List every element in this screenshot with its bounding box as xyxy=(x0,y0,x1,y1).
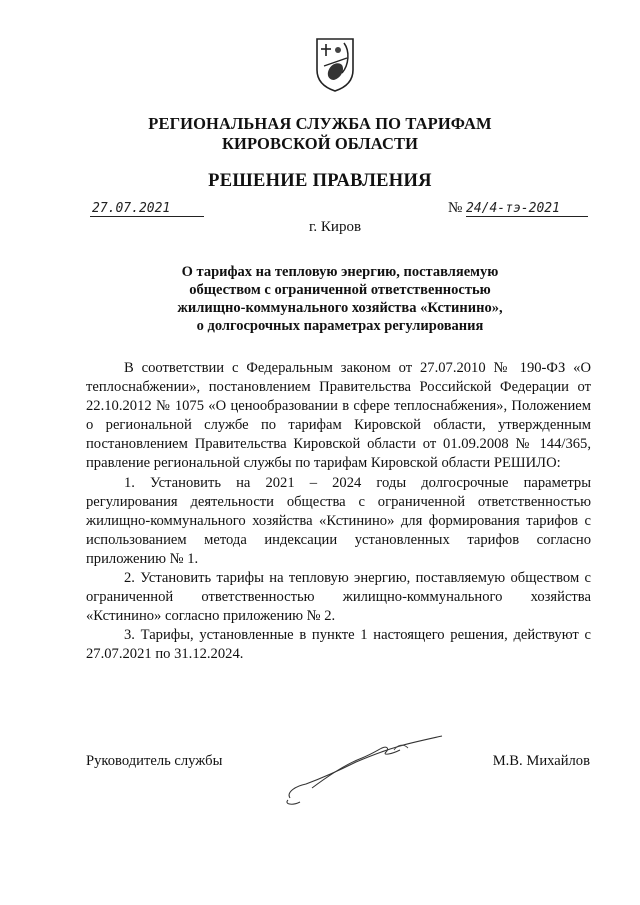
signatory-name: М.В. Михайлов xyxy=(492,753,590,769)
decision-body xyxy=(86,359,591,665)
item-1-paragraph: 1. Установить на 2021 – 2024 годы долгосрочные параметры регулирования деятельности общества с ограниченной ответственностью жилищно-коммунального хозяйства «Кстинино» для формирования тарифов с использованием метода индексации установленных тарифов согласно приложению № 1. xyxy=(86,474,591,567)
decision-subject xyxy=(95,263,585,335)
document-title: РЕШЕНИЕ ПРАВЛЕНИЯ xyxy=(208,171,432,191)
subject-line: о долгосрочных параметрах регулирования xyxy=(196,318,484,334)
preamble-paragraph: В соответствии с Федеральным законом от 27.07.2010 № 190-ФЗ «О теплоснабжении», постановлением Правительства Российской Федерации от 22.10.2012 № 1075 «О ценообразовании в сфере теплоснабжения», Положением о региональной службе по тарифам Кировской области, утвержденным постановлением Правительства Кировской области от 01.09.2008 № 144/365, правление региональной службы по тарифам Кировской области РЕШИЛО: xyxy=(86,360,591,472)
organization-name-line2: КИРОВСКОЙ ОБЛАСТИ xyxy=(221,134,419,153)
item-3-paragraph: 3. Тарифы, установленные в пункте 1 настоящего решения, действуют с 27.07.2021 по 31.12.2024. xyxy=(86,627,591,663)
signatory-position: Руководитель службы xyxy=(86,753,223,769)
decision-number: 24/4-тэ-2021 xyxy=(466,201,588,217)
subject-line: жилищно-коммунального хозяйства «Кстинино», xyxy=(177,300,503,316)
organization-name-line1: РЕГИОНАЛЬНАЯ СЛУЖБА ПО ТАРИФАМ xyxy=(148,114,492,133)
item-2-paragraph: 2. Установить тарифы на тепловую энергию, поставляемую обществом с ограниченной ответственностью жилищно-коммунального хозяйства «Кстинино» согласно приложению № 2. xyxy=(86,570,591,625)
coat-of-arms-icon xyxy=(314,36,356,92)
number-sign: № xyxy=(448,200,463,216)
handwritten-signature-icon xyxy=(282,718,452,808)
city: г. Киров xyxy=(308,219,362,235)
decision-date: 27.07.2021 xyxy=(90,201,204,217)
subject-line: обществом с ограниченной ответственностью xyxy=(189,282,491,298)
subject-line: О тарифах на тепловую энергию, поставляемую xyxy=(181,264,499,280)
decision-number-field xyxy=(448,200,590,216)
